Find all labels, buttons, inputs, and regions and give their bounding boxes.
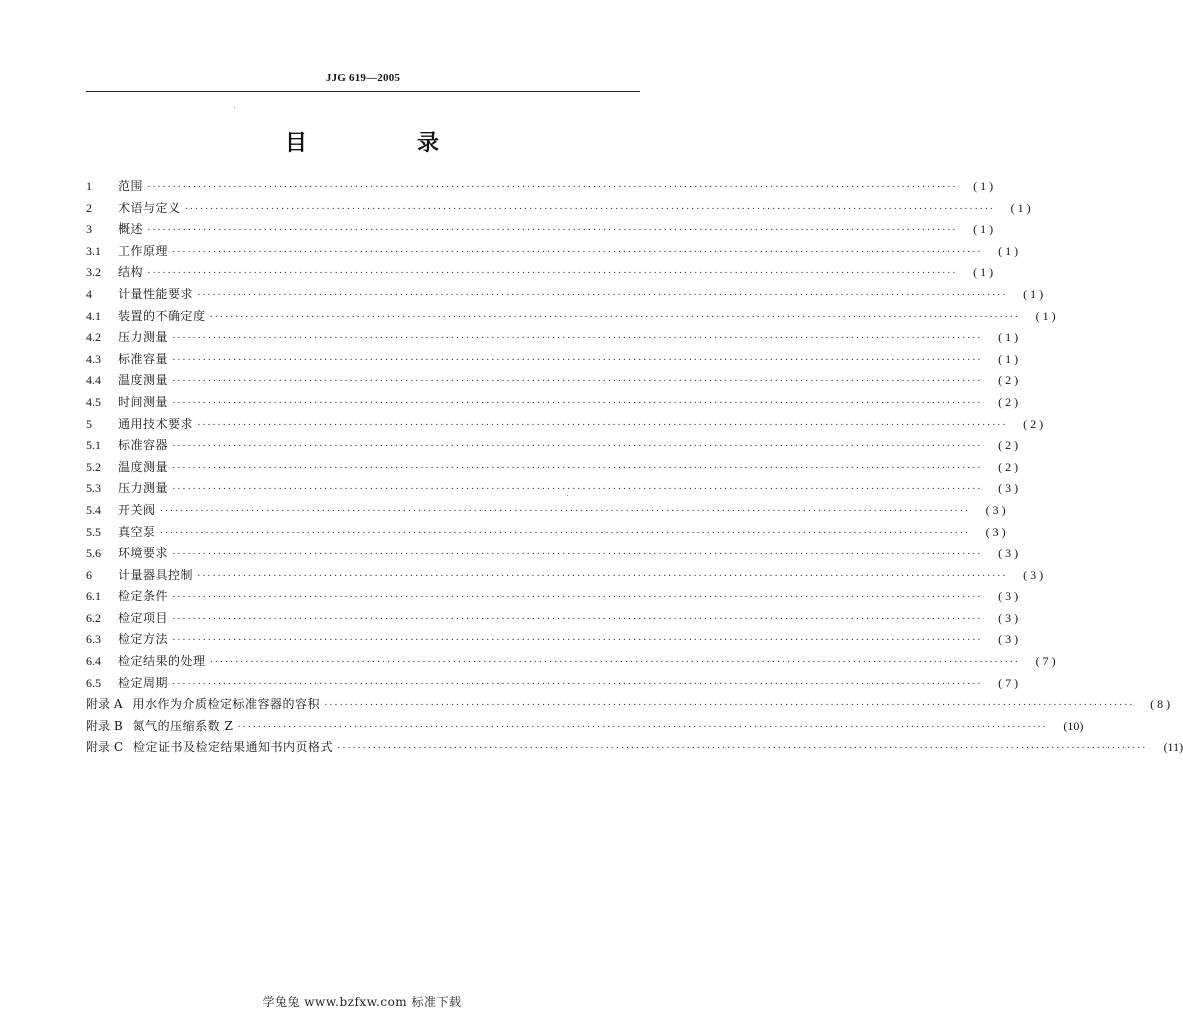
- page-title: 目 录: [284, 131, 483, 156]
- toc-leader-dots: ································································································································································: [337, 742, 1148, 755]
- toc-entry-title: 标准容量: [118, 351, 169, 366]
- toc-entry-title: 范围: [118, 179, 144, 193]
- toc-entry-title: 用水作为介质检定标准容器的容积: [132, 697, 320, 712]
- toc-entry: [86, 651, 1056, 673]
- toc-entry-page: ( 2 ): [998, 438, 1019, 453]
- toc-entry: [86, 414, 1044, 436]
- toc-leader-dots: ································································································································································: [197, 288, 1008, 301]
- toc-entry: [86, 349, 1019, 371]
- toc-leader-dots: ································································································································································: [172, 245, 983, 258]
- toc-leader-dots: ································································································································································: [209, 656, 1020, 669]
- toc-entry-title: 检定证书及检定结果通知书内页格式: [133, 740, 334, 755]
- toc-entry-number: 5.5: [86, 524, 101, 539]
- toc-entry-title: 环境要求: [118, 546, 169, 561]
- toc-leader-dots: ································································································································································: [172, 396, 983, 409]
- toc-entry-page: ( 3 ): [998, 632, 1019, 647]
- toc-entry-number: 附录 C: [86, 740, 123, 755]
- toc-entry-page: ( 3 ): [998, 481, 1019, 496]
- toc-entry: [86, 392, 1019, 414]
- toc-leader-dots: ································································································································································: [172, 375, 983, 388]
- toc-entry-title: 开关阀: [118, 502, 156, 517]
- toc-entry-title: 检定条件: [118, 589, 169, 604]
- toc-entry-page: ( 3 ): [998, 546, 1019, 561]
- toc-entry-page: ( 1 ): [973, 179, 994, 193]
- toc-entry: [86, 522, 1006, 544]
- toc-entry-number: 4.1: [86, 308, 101, 323]
- toc-entry-title: 通用技术要求: [118, 416, 194, 431]
- toc-entry-number: 6.1: [86, 589, 101, 604]
- toc-entry-number: 5: [86, 416, 92, 431]
- toc-entry-number: 5.1: [86, 438, 101, 453]
- toc-leader-dots: ································································································································································: [147, 181, 958, 193]
- toc-entry-page: ( 3 ): [985, 524, 1006, 539]
- toc-entry-number: 3: [86, 222, 92, 237]
- toc-entry-title: 时间测量: [118, 394, 169, 409]
- toc-entry-number: 4.4: [86, 373, 101, 388]
- toc-entry-title: 真空泵: [118, 524, 156, 539]
- toc-entry-page: ( 1 ): [1010, 200, 1031, 215]
- toc-entry-number: 2: [86, 200, 92, 215]
- toc-leader-dots: ································································································································································: [172, 353, 983, 366]
- toc-entry-title: 装置的不确定度: [118, 308, 206, 323]
- toc-entry-page: ( 2 ): [998, 459, 1019, 474]
- toc-entry-title: 温度测量: [118, 373, 169, 388]
- toc-entry: [86, 284, 1044, 306]
- toc-entry-page: ( 2 ): [998, 373, 1019, 388]
- toc-entry-title: 计量性能要求: [118, 286, 194, 301]
- toc-entry: [86, 694, 1171, 716]
- toc-entry-number: 4.5: [86, 394, 101, 409]
- footer-watermark: 学兔兔 www.bzfxw.com 标准下载: [262, 995, 462, 1009]
- toc-entry-page: ( 2 ): [1023, 416, 1044, 431]
- toc-entry-page: ( 3 ): [998, 610, 1019, 625]
- toc-entry: [86, 241, 1019, 263]
- toc-entry-number: 附录 B: [86, 718, 123, 733]
- toc-entry-title: 工作原理: [118, 243, 169, 258]
- toc-entry-page: ( 1 ): [1035, 308, 1056, 323]
- toc-leader-dots: ································································································································································: [197, 418, 1008, 431]
- scan-speck: [567, 495, 568, 496]
- toc-entry-page: ( 3 ): [1023, 567, 1044, 582]
- toc-entry: [86, 457, 1019, 479]
- toc-entry: [86, 306, 1056, 328]
- toc-leader-dots: ································································································································································: [209, 310, 1020, 323]
- toc-leader-dots: ································································································································································: [172, 634, 983, 647]
- toc-entry-page: ( 8 ): [1150, 697, 1171, 712]
- toc-leader-dots: ································································································································································: [324, 699, 1135, 712]
- toc-entry-title: 压力测量: [118, 481, 169, 496]
- toc-entry-number: 4: [86, 286, 92, 301]
- toc-entry-page: ( 7 ): [1035, 654, 1056, 669]
- toc-entry-title: 温度测量: [118, 459, 169, 474]
- toc-leader-dots: ································································································································································: [147, 267, 958, 280]
- toc-entry-number: 1: [86, 179, 92, 193]
- toc-entry: [86, 327, 1019, 349]
- toc-entry-number: 5.4: [86, 502, 101, 517]
- toc-entry: [86, 737, 1183, 759]
- toc-entry-title: 检定项目: [118, 610, 169, 625]
- toc-entry-page: (11): [1163, 740, 1183, 755]
- toc-entry-page: ( 1 ): [998, 243, 1019, 258]
- header-rule: [86, 91, 640, 92]
- toc-entry-title: 检定周期: [118, 675, 169, 690]
- toc-entry: [86, 500, 1006, 522]
- toc-entry: [86, 565, 1044, 587]
- toc-leader-dots: ································································································································································: [172, 332, 983, 345]
- toc-entry-number: 4.2: [86, 330, 101, 345]
- toc-leader-dots: ································································································································································: [172, 461, 983, 474]
- toc-leader-dots: ································································································································································: [237, 720, 1048, 733]
- toc-entry-title: 氮气的压缩系数 Z: [132, 718, 234, 733]
- toc-entry-title: 结构: [118, 265, 144, 280]
- toc-entry: [86, 370, 1019, 392]
- toc-entry-title: 标准容器: [118, 438, 169, 453]
- toc-entry: [86, 543, 1019, 565]
- toc-entry-title: 术语与定义: [118, 200, 181, 215]
- toc-entry-page: (10): [1063, 718, 1084, 733]
- toc-entry-number: 6.2: [86, 610, 101, 625]
- toc-leader-dots: ································································································································································: [184, 202, 995, 215]
- toc-entry: [86, 629, 1019, 651]
- toc-entry-page: ( 7 ): [998, 675, 1019, 690]
- toc-entry-number: 3.1: [86, 243, 101, 258]
- toc-entry-number: 6: [86, 567, 92, 582]
- toc-entry: [86, 673, 1019, 695]
- toc-entry-page: ( 1 ): [973, 222, 994, 237]
- toc-leader-dots: ································································································································································: [172, 548, 983, 561]
- toc-entry-title: 检定方法: [118, 632, 169, 647]
- toc-entry-page: ( 3 ): [985, 502, 1006, 517]
- toc-entry-title: 计量器具控制: [118, 567, 194, 582]
- toc-entry: [86, 435, 1019, 457]
- toc-entry-number: 5.2: [86, 459, 101, 474]
- toc-entry: [86, 716, 1084, 738]
- toc-entry-title: 概述: [118, 222, 144, 237]
- toc-leader-dots: ································································································································································: [172, 677, 983, 690]
- toc-entry-number: 5.3: [86, 481, 101, 496]
- toc-entry-number: 5.6: [86, 546, 101, 561]
- toc-entry-page: ( 3 ): [998, 589, 1019, 604]
- toc-leader-dots: ································································································································································: [197, 569, 1008, 582]
- toc-entry: [86, 262, 994, 284]
- toc-entry-page: ( 1 ): [998, 330, 1019, 345]
- toc-entry: [86, 219, 994, 241]
- toc-entry: [86, 176, 994, 198]
- toc-entry-number: 4.3: [86, 351, 101, 366]
- toc-entry: [86, 586, 1019, 608]
- toc-entry: [86, 608, 1019, 630]
- toc-entry-page: ( 1 ): [1023, 286, 1044, 301]
- table-of-contents: [86, 176, 1183, 759]
- toc-entry-number: 6.5: [86, 675, 101, 690]
- toc-entry-number: 3.2: [86, 265, 101, 280]
- scan-speck: [234, 107, 235, 108]
- toc-entry-number: 6.4: [86, 654, 101, 669]
- standard-code-header: JJG 619—2005: [325, 72, 401, 84]
- toc-entry-page: ( 1 ): [998, 351, 1019, 366]
- toc-entry: [86, 198, 1031, 220]
- toc-leader-dots: ································································································································································: [172, 440, 983, 453]
- toc-leader-dots: ································································································································································: [172, 591, 983, 604]
- toc-leader-dots: ································································································································································: [172, 483, 983, 496]
- toc-entry-page: ( 2 ): [998, 394, 1019, 409]
- toc-entry-title: 压力测量: [118, 330, 169, 345]
- toc-entry-title: 检定结果的处理: [118, 654, 206, 669]
- toc-entry-number: 附录 A: [86, 697, 123, 712]
- toc-leader-dots: ································································································································································: [159, 504, 970, 517]
- toc-leader-dots: ································································································································································: [147, 224, 958, 237]
- toc-entry-page: ( 1 ): [973, 265, 994, 280]
- toc-leader-dots: ································································································································································: [172, 612, 983, 625]
- toc-entry: [86, 478, 1019, 500]
- toc-leader-dots: ································································································································································: [159, 526, 970, 539]
- toc-entry-number: 6.3: [86, 632, 101, 647]
